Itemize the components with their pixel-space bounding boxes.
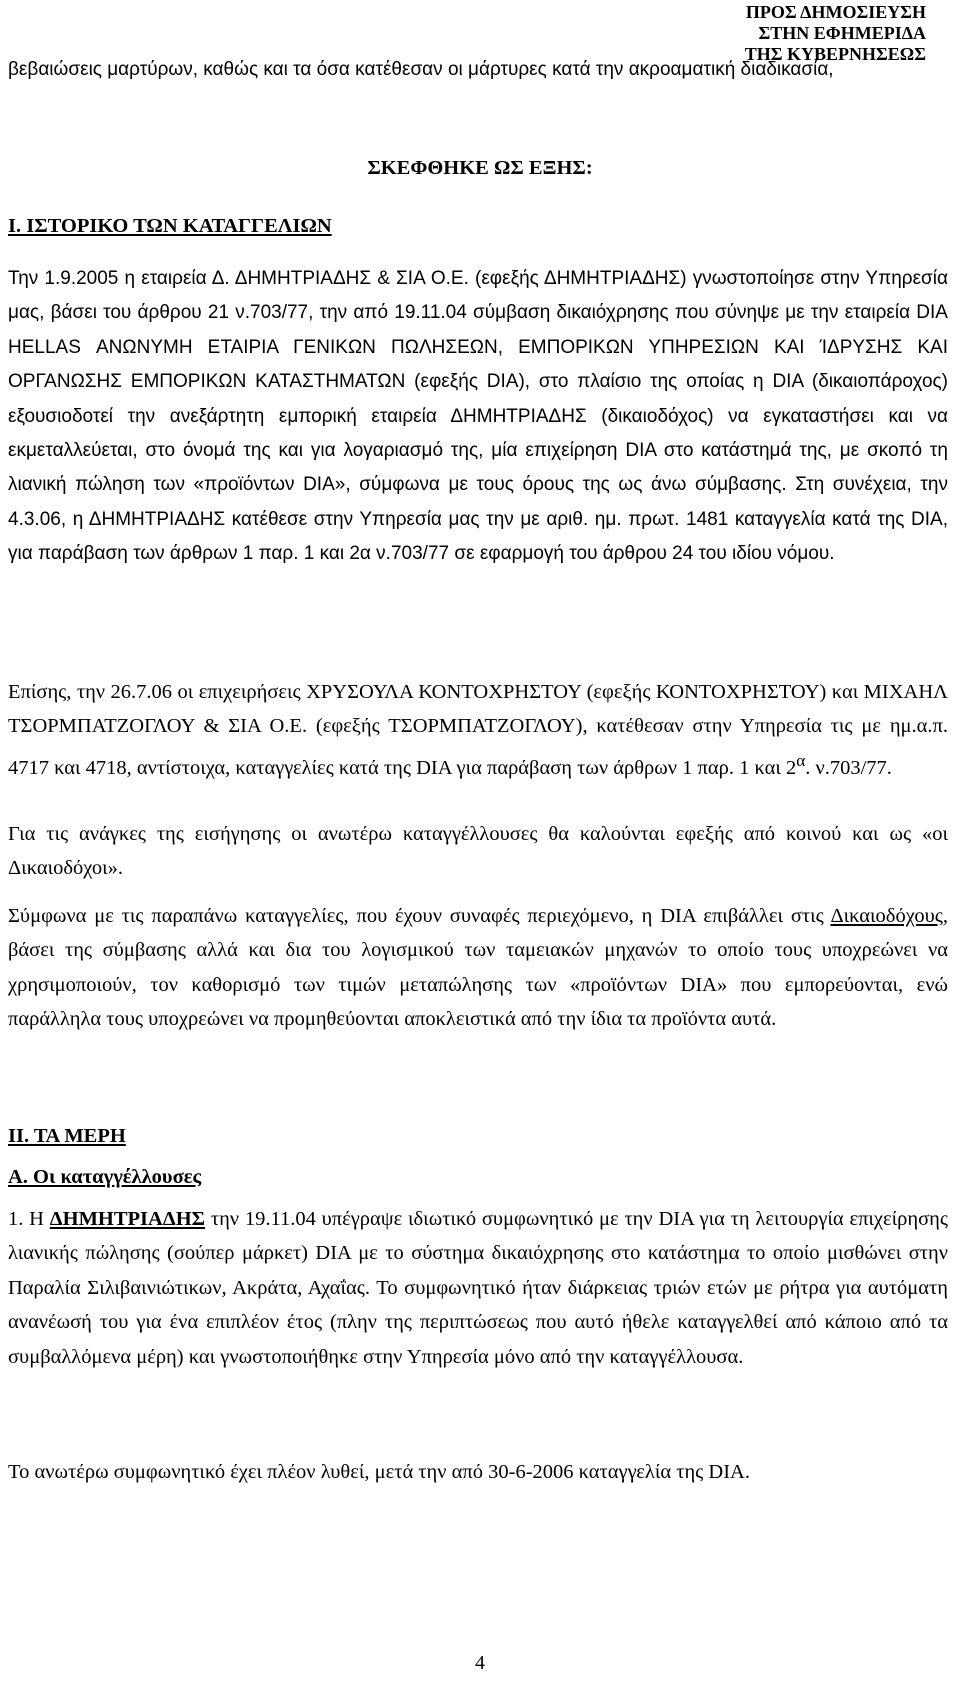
paragraph-2 <box>8 675 948 785</box>
paragraph-2-main: Επίσης, την 26.7.06 οι επιχειρήσεις ΧΡΥΣΟΥΛΑ ΚΟΝΤΟΧΡΗΣΤΟΥ (εφεξής ΚΟΝΤΟΧΡΗΣΤΟΥ) και ΜΙΧΑΗΛ ΤΣΟΡΜΠΑΤΖΟΓΛΟΥ & ΣΙΑ Ο.Ε. (εφεξής ΤΣΟΡΜΠΑΤΖΟΓΛΟΥ), κατέθεσαν στην Υπηρεσία τις με ημ.α.π. 4717 και 4718, αντίστοιχα, καταγγελίες κατά της DIA για παράβαση των άρθρων 1 παρ. 1 και 2 <box>8 681 948 779</box>
paragraph-2-sup: α <box>796 750 806 770</box>
intro-paragraph: βεβαιώσεις μαρτύρων, καθώς και τα όσα κατέθεσαν οι μάρτυρες κατά την ακροαματική διαδικασία, <box>8 59 834 80</box>
paragraph-5 <box>8 1202 948 1374</box>
paragraph-5-name: ΔΗΜΗΤΡΙΑΔΗΣ <box>49 1208 206 1230</box>
paragraph-1: Την 1.9.2005 η εταιρεία Δ. ΔΗΜΗΤΡΙΑΔΗΣ & ΣΙΑ Ο.Ε. (εφεξής ΔΗΜΗΤΡΙΑΔΗΣ) γνωστοποίησε στην Υπηρεσία μας, βάσει του άρθρου 21 ν.703/77, την από 19.11.04 σύμβαση δικαιόχρησης που σύνηψε με την εταιρεία DIA HELLAS ΑΝΩΝΥΜΗ ΕΤΑΙΡΙΑ ΓΕΝΙΚΩΝ ΠΩΛΗΣΕΩΝ, ΕΜΠΟΡΙΚΩΝ ΥΠΗΡΕΣΙΩΝ ΚΑΙ ΊΔΡΥΣΗΣ ΚΑΙ ΟΡΓΑΝΩΣΗΣ ΕΜΠΟΡΙΚΩΝ ΚΑΤΑΣΤΗΜΑΤΩΝ (εφεξής DIA), στο πλαίσιο της οποίας η DIA (δικαιοπάροχος) εξουσιοδοτεί την ανεξάρτητη εμπορική εταιρεία ΔΗΜΗΤΡΙΑΔΗΣ (δικαιοδόχος) να εγκαταστήσει και να εκμεταλλεύεται, στο όνομά της και για λογαριασμό της, μία επιχείρηση DIA στο κατάστημά της, με σκοπό τη λιανική πώληση των «προϊόντων DIA», σύμφωνα με τους όρους της ως άνω σύμβασης. Στη συνέχεια, την 4.3.06, η ΔΗΜΗΤΡΙΑΔΗΣ κατέθεσε στην Υπηρεσία μας την με αριθ. ημ. πρωτ. 1481 καταγγελία κατά της DIA, για παράβαση των άρθρων 1 παρ. 1 και 2α ν.703/77 σε εφαρμογή του άρθρου 24 του ιδίου νόμου. <box>8 268 948 565</box>
subsection-a-block <box>8 1166 948 1189</box>
definition-block <box>8 817 948 886</box>
page-number: 4 <box>475 1652 485 1674</box>
paragraph-5-a: 1. Η <box>8 1208 50 1230</box>
termination-block <box>8 1455 948 1489</box>
subsection-a-heading: Α. Οι καταγγέλλουσες <box>8 1166 202 1188</box>
header-line-3: ΤΗΣ ΚΥΒΕΡΝΗΣΕΩΣ <box>744 44 926 64</box>
header-line-2: ΣΤΗΝ ΕΦΗΜΕΡΙΔΑ <box>758 23 926 43</box>
party-1-block <box>8 1202 948 1374</box>
paragraph-4 <box>8 899 948 1037</box>
section-2-heading: ΙΙ. ΤΑ ΜΕΡΗ <box>8 1125 126 1147</box>
thought-heading: ΣΚΕΦΘΗΚΕ ΩΣ ΕΞΗΣ: <box>367 157 593 179</box>
paragraph-5-c: την 19.11.04 υπέγραψε ιδιωτικό συμφωνητικό με την DIA για τη λειτουργία επιχείρησης λιανικής πώλησης (σούπερ μάρκετ) DIA με το σύστημα δικαιόχρησης στο κατάστημα το οποίο μισθώνει στην Παραλία Σιλιβαινιώτικων, Ακράτα, Αχαΐας. Το συμφωνητικό ήταν διάρκειας τριών ετών με ρήτρα για αυτόματη ανανέωσή του για ένα επιπλέον έτος (πλην της περιπτώσεως που αυτό ήθελε καταγγελθεί από κάποιο από τα συμβαλλόμενα μέρη) και γνωστοποιήθηκε στην Υπηρεσία μόνο από την καταγγέλλουσα. <box>8 1208 948 1368</box>
paragraph-4-franchisees: Δικαιοδόχους <box>830 905 943 927</box>
content-block <box>8 899 948 1037</box>
paragraph-4-c: , βάσει της σύμβασης αλλά και δια του λογισμικού των ταμειακών μηχανών το οποίο τους υποχρεώνει να χρησιμοποιούν, τον καθορισμό των τιμών μεταπώλησης των «προϊόντων DIA» που εμπορεύονται, ενώ παράλληλα τους υποχρεώνει να προμηθεύονται αποκλειστικά από την ίδια τα προϊόντα αυτά. <box>8 905 948 1031</box>
complaints-block <box>8 675 948 785</box>
section-1-block <box>8 215 948 238</box>
header-line-1: ΠΡΟΣ ΔΗΜΟΣΙΕΥΣΗ <box>745 2 926 22</box>
section-1-heading: Ι. ΙΣΤΟΡΙΚΟ ΤΩΝ ΚΑΤΑΓΓΕΛΙΩΝ <box>8 215 332 237</box>
intro-block <box>8 53 948 87</box>
history-block <box>8 262 948 572</box>
paragraph-6: Το ανωτέρω συμφωνητικό έχει πλέον λυθεί, μετά την από 30-6-2006 καταγγελία της DIA. <box>8 1461 750 1483</box>
paragraph-2-end: . ν.703/77. <box>805 756 892 779</box>
paragraph-3: Για τις ανάγκες της εισήγησης οι ανωτέρω καταγγέλλουσες θα καλούνται εφεξής από κοινού και ως «οι Δικαιοδόχοι». <box>8 823 948 880</box>
section-2-block <box>8 1125 948 1148</box>
paragraph-4-a: Σύμφωνα με τις παραπάνω καταγγελίες, που έχουν συναφές περιεχόμενο, η DIA επιβάλλει στις <box>8 905 831 927</box>
